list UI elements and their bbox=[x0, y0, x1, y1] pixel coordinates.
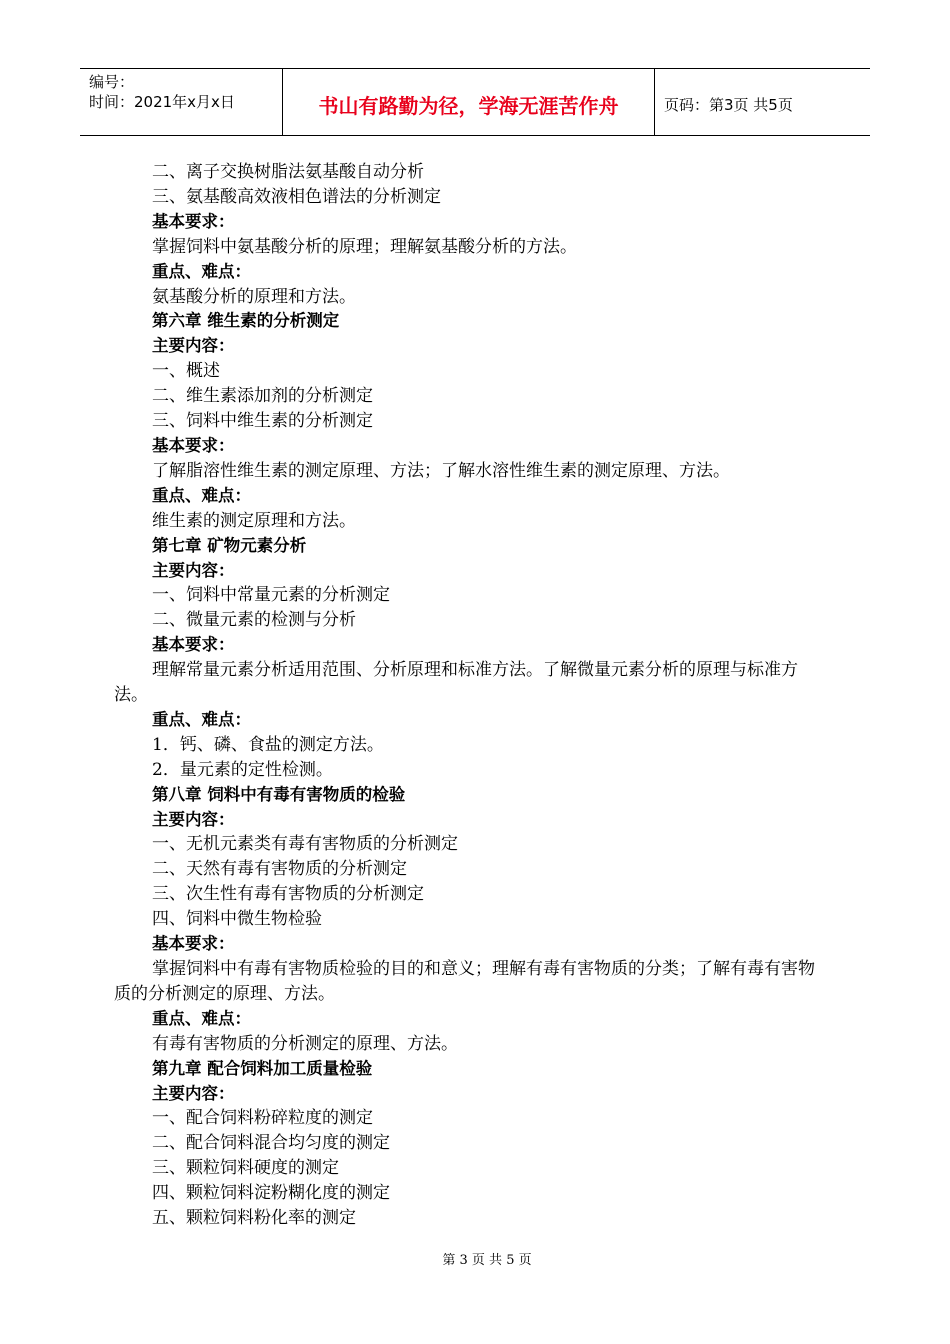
text-line: 维生素的测定原理和方法。 bbox=[152, 510, 356, 531]
section-heading: 主要内容： bbox=[152, 1083, 235, 1103]
section-heading: 第七章 矿物元素分析 bbox=[152, 535, 307, 555]
text-line: 四、颗粒饲料淀粉糊化度的测定 bbox=[152, 1183, 390, 1204]
text-line: 四、饲料中微生物检验 bbox=[152, 909, 322, 930]
section-heading: 重点、难点： bbox=[152, 261, 251, 281]
text-line: 二、天然有毒有害物质的分析测定 bbox=[152, 859, 407, 880]
text-line: 三、颗粒饲料硬度的测定 bbox=[152, 1158, 339, 1179]
section-heading: 重点、难点： bbox=[152, 485, 251, 505]
text-line: 三、氨基酸高效液相色谱法的分析测定 bbox=[152, 186, 441, 207]
section-heading: 基本要求： bbox=[152, 211, 235, 231]
text-line: 一、饲料中常量元素的分析测定 bbox=[152, 585, 390, 606]
text-line: 掌握饲料中氨基酸分析的原理；理解氨基酸分析的方法。 bbox=[152, 236, 577, 257]
text-line: 一、概述 bbox=[152, 361, 220, 382]
section-heading: 第六章 维生素的分析测定 bbox=[152, 311, 340, 331]
text-line: 二、离子交换树脂法氨基酸自动分析 bbox=[152, 162, 424, 182]
text-line: 三、次生性有毒有害物质的分析测定 bbox=[152, 884, 424, 905]
header-page-info: 页码：第3页 共5页 bbox=[664, 95, 793, 114]
text-line: 氨基酸分析的原理和方法。 bbox=[152, 286, 356, 307]
serial-label: 编号： bbox=[89, 73, 135, 91]
section-heading: 主要内容： bbox=[152, 336, 235, 356]
section-heading: 重点、难点： bbox=[152, 1008, 251, 1028]
page-header bbox=[80, 68, 870, 136]
page-footer bbox=[0, 1249, 950, 1268]
time-label: 时间：2021年x月x日 bbox=[89, 93, 235, 111]
paragraph: 掌握饲料中有毒有害物质检验的目的和意义；理解有毒有害物质的分类；了解有毒有害物质的分析测定的原理、方法。 bbox=[114, 959, 815, 1004]
text-line: 2．量元素的定性检测。 bbox=[152, 759, 333, 780]
text-line: 二、维生素添加剂的分析测定 bbox=[152, 386, 373, 407]
section-heading: 主要内容： bbox=[152, 560, 235, 580]
header-motto: 书山有路勤为径，学海无涯苦作舟 bbox=[282, 69, 655, 135]
paragraph: 理解常量元素分析适用范围、分析原理和标准方法。了解微量元素分析的原理与标准方法。 bbox=[114, 660, 798, 706]
section-heading: 第八章 饲料中有毒有害物质的检验 bbox=[152, 784, 406, 804]
section-heading: 基本要求： bbox=[152, 934, 235, 954]
text-line: 一、无机元素类有毒有害物质的分析测定 bbox=[152, 834, 458, 855]
text-line: 了解脂溶性维生素的测定原理、方法；了解水溶性维生素的测定原理、方法。 bbox=[152, 460, 730, 481]
text-line: 一、配合饲料粉碎粒度的测定 bbox=[152, 1108, 373, 1129]
text-line: 1．钙、磷、食盐的测定方法。 bbox=[152, 734, 384, 755]
document-body bbox=[114, 160, 826, 1231]
text-line: 有毒有害物质的分析测定的原理、方法。 bbox=[152, 1033, 458, 1054]
text-line: 二、微量元素的检测与分析 bbox=[152, 610, 356, 631]
section-heading: 基本要求： bbox=[152, 435, 235, 455]
text-line: 三、饲料中维生素的分析测定 bbox=[152, 411, 373, 432]
section-heading: 重点、难点： bbox=[152, 709, 251, 729]
footer-page-number: 第 3 页 共 5 页 bbox=[442, 1253, 532, 1268]
section-heading: 基本要求： bbox=[152, 635, 235, 655]
text-line: 五、颗粒饲料粉化率的测定 bbox=[152, 1208, 356, 1229]
text-line: 二、配合饲料混合均匀度的测定 bbox=[152, 1133, 390, 1154]
section-heading: 主要内容： bbox=[152, 809, 235, 829]
header-meta bbox=[80, 69, 282, 135]
section-heading: 第九章 配合饲料加工质量检验 bbox=[152, 1058, 373, 1078]
